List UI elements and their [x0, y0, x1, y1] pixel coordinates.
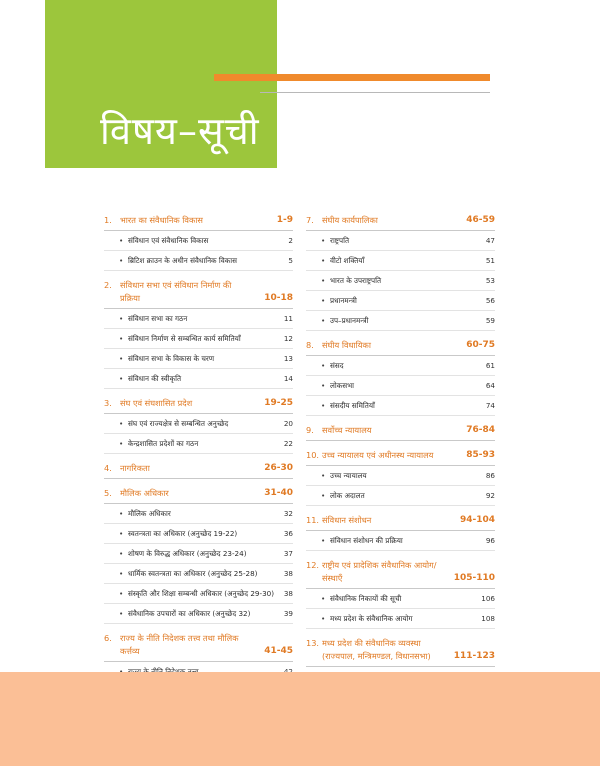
subtopic-item[interactable] — [306, 311, 495, 331]
subtopic-title: संवैधानिक निकायों की सूची — [330, 594, 402, 603]
subtopic-title: मौलिक अधिकार — [128, 509, 171, 518]
subtopic-title: संविधान निर्माण से सम्बन्धित कार्य समितियाँ — [128, 334, 241, 343]
subtopic-page: 108 — [481, 614, 495, 623]
chapter-number: 5. — [104, 488, 112, 498]
subtopic-title: संघ एवं राज्यक्षेत्र से सम्बन्धित अनुच्छेद — [128, 419, 229, 428]
chapter-number: 6. — [104, 633, 112, 643]
subtopic-page: 36 — [283, 529, 293, 538]
subtopic-page: 13 — [283, 354, 293, 363]
bullet-icon: • — [321, 536, 326, 545]
chapter-title: संविधान सभा एवं संविधान निर्माण की प्रक्रिया — [120, 280, 232, 303]
subtopic-page: 39 — [283, 609, 293, 618]
subtopic-title: उच्च न्यायालय — [330, 471, 367, 480]
chapter-number: 9. — [306, 425, 314, 435]
subtopic-item[interactable] — [104, 231, 293, 251]
subtopic-list — [306, 466, 495, 506]
chapter-heading[interactable] — [306, 447, 495, 466]
subtopic-page: 47 — [485, 236, 495, 245]
subtopic-page: 20 — [283, 419, 293, 428]
toc-chapter — [104, 277, 293, 395]
toc-chapter — [306, 422, 495, 447]
chapter-title: उच्च न्यायालय एवं अधीनस्थ न्यायालय — [322, 450, 434, 460]
subtopic-item[interactable] — [104, 434, 293, 454]
chapter-pages: 105-110 — [453, 573, 495, 583]
subtopic-item[interactable] — [104, 329, 293, 349]
subtopic-item[interactable] — [104, 349, 293, 369]
subtopic-item[interactable] — [104, 369, 293, 389]
subtopic-item[interactable] — [306, 486, 495, 506]
chapter-heading[interactable] — [306, 635, 495, 667]
chapter-number: 1. — [104, 215, 112, 225]
subtopic-item[interactable] — [104, 251, 293, 271]
chapter-title: नागरिकता — [120, 463, 150, 473]
bullet-icon: • — [321, 276, 326, 285]
chapter-heading[interactable] — [306, 212, 495, 231]
subtopic-title: स्वतन्त्रता का अधिकार (अनुच्छेद 19-22) — [128, 529, 238, 538]
subtopic-page: 5 — [288, 256, 293, 265]
subtopic-title: भारत के उपराष्ट्रपति — [330, 276, 382, 285]
chapter-pages: 26-30 — [264, 463, 293, 473]
chapter-title: संघीय विधायिका — [322, 340, 371, 350]
toc-chapter — [306, 557, 495, 635]
chapter-pages: 41-45 — [264, 646, 293, 656]
bullet-icon: • — [119, 529, 124, 538]
chapter-number: 13. — [306, 638, 320, 648]
subtopic-item[interactable] — [306, 376, 495, 396]
bullet-icon: • — [119, 354, 124, 363]
subtopic-page: 64 — [485, 381, 495, 390]
toc-left-column — [104, 212, 293, 708]
subtopic-page: 74 — [485, 401, 495, 410]
bullet-icon: • — [119, 419, 124, 428]
bullet-icon: • — [321, 256, 326, 265]
chapter-pages: 85-93 — [466, 450, 495, 460]
subtopic-page: 61 — [485, 361, 495, 370]
chapter-title: मौलिक अधिकार — [120, 488, 169, 498]
subtopic-item[interactable] — [104, 414, 293, 434]
bullet-icon: • — [321, 361, 326, 370]
chapter-number: 3. — [104, 398, 112, 408]
subtopic-page: 38 — [283, 589, 293, 598]
subtopic-title: संसद — [330, 361, 344, 370]
subtopic-item[interactable] — [306, 251, 495, 271]
subtopic-title: राष्ट्रपति — [330, 236, 350, 245]
toc-chapter — [306, 447, 495, 512]
subtopic-page: 92 — [485, 491, 495, 500]
bullet-icon: • — [119, 236, 124, 245]
subtopic-item[interactable] — [306, 589, 495, 609]
chapter-pages: 19-25 — [264, 398, 293, 408]
bullet-icon: • — [321, 381, 326, 390]
subtopic-page: 59 — [485, 316, 495, 325]
toc-chapter — [306, 212, 495, 337]
subtopic-list — [104, 231, 293, 271]
chapter-pages: 10-18 — [264, 293, 293, 303]
page-title: विषय–सूची — [100, 109, 260, 153]
chapter-title: राष्ट्रीय एवं प्रादेशिक संवैधानिक आयोग/संस्थाएँ — [322, 560, 437, 583]
subtopic-list — [306, 356, 495, 416]
chapter-pages: 31-40 — [264, 488, 293, 498]
toc-chapter — [104, 395, 293, 460]
subtopic-item[interactable] — [104, 309, 293, 329]
subtopic-title: मध्य प्रदेश के संवैधानिक आयोग — [330, 614, 413, 623]
chapter-number: 2. — [104, 280, 112, 290]
subtopic-page: 86 — [485, 471, 495, 480]
orange-accent-bar — [214, 74, 490, 81]
subtopic-page: 12 — [283, 334, 293, 343]
subtopic-page: 32 — [283, 509, 293, 518]
subtopic-page: 56 — [485, 296, 495, 305]
subtopic-item[interactable] — [104, 504, 293, 524]
subtopic-title: संविधान सभा के विकास के चरण — [128, 354, 215, 363]
chapter-pages: 111-123 — [453, 651, 495, 661]
bottom-band — [0, 672, 600, 766]
subtopic-item[interactable] — [306, 466, 495, 486]
chapter-number: 8. — [306, 340, 314, 350]
toc-chapter — [306, 512, 495, 557]
chapter-number: 10. — [306, 450, 320, 460]
subtopic-page: 96 — [485, 536, 495, 545]
chapter-heading[interactable] — [104, 485, 293, 504]
bullet-icon: • — [119, 589, 124, 598]
bullet-icon: • — [119, 374, 124, 383]
toc-chapter — [104, 460, 293, 485]
toc-chapter — [306, 337, 495, 422]
bullet-icon: • — [119, 549, 124, 558]
subtopic-title: संविधान एवं संवैधानिक विकास — [128, 236, 209, 245]
toc-chapter — [104, 212, 293, 277]
chapter-heading[interactable] — [104, 460, 293, 479]
chapter-pages: 1-9 — [276, 215, 293, 225]
subtopic-title: लोकसभा — [330, 381, 355, 390]
subtopic-page: 38 — [283, 569, 293, 578]
subtopic-page: 11 — [283, 314, 293, 323]
subtopic-title: प्रधानमन्त्री — [330, 296, 357, 305]
subtopic-item[interactable] — [306, 531, 495, 551]
bullet-icon: • — [119, 334, 124, 343]
subtopic-page: 22 — [283, 439, 293, 448]
subtopic-title: संवैधानिक उपचारों का अधिकार (अनुच्छेद 32) — [128, 609, 251, 618]
subtopic-list — [306, 589, 495, 629]
chapter-heading[interactable] — [306, 337, 495, 356]
chapter-heading[interactable] — [104, 630, 293, 662]
chapter-title: सर्वोच्च न्यायालय — [322, 425, 372, 435]
subtopic-item[interactable] — [306, 231, 495, 251]
subtopic-item[interactable] — [104, 544, 293, 564]
subtopic-page: 37 — [283, 549, 293, 558]
bullet-icon: • — [321, 594, 326, 603]
bullet-icon: • — [119, 569, 124, 578]
chapter-heading[interactable] — [104, 212, 293, 231]
subtopic-list — [104, 504, 293, 624]
chapter-title: मध्य प्रदेश की संवैधानिक व्यवस्था (राज्यपाल, मन्त्रिमण्डल, विधानसभा) — [322, 638, 431, 661]
subtopic-item[interactable] — [104, 564, 293, 584]
bullet-icon: • — [321, 471, 326, 480]
subtopic-title: केन्द्रशासित प्रदेशों का गठन — [128, 439, 199, 448]
subtopic-list — [104, 414, 293, 454]
chapter-pages: 76-84 — [466, 425, 495, 435]
subtopic-item[interactable] — [306, 356, 495, 376]
gray-accent-line — [260, 92, 490, 93]
chapter-heading[interactable] — [104, 277, 293, 309]
subtopic-page: 2 — [288, 236, 293, 245]
chapter-pages: 46-59 — [466, 215, 495, 225]
bullet-icon: • — [321, 491, 326, 500]
chapter-pages: 94-104 — [459, 515, 495, 525]
subtopic-item[interactable] — [104, 524, 293, 544]
bullet-icon: • — [119, 509, 124, 518]
subtopic-page: 53 — [485, 276, 495, 285]
subtopic-item[interactable] — [306, 271, 495, 291]
chapter-number: 4. — [104, 463, 112, 473]
chapter-title: राज्य के नीति निदेशक तत्त्व तथा मौलिक कर्त्तव्य — [120, 633, 239, 656]
subtopic-list — [104, 309, 293, 389]
chapter-heading[interactable] — [306, 557, 495, 589]
subtopic-page: 14 — [283, 374, 293, 383]
chapter-heading[interactable] — [306, 512, 495, 531]
subtopic-item[interactable] — [306, 291, 495, 311]
bullet-icon: • — [119, 439, 124, 448]
subtopic-title: वीटो शक्तियाँ — [330, 256, 365, 265]
subtopic-item[interactable] — [104, 604, 293, 624]
chapter-title: संघ एवं संघशासित प्रदेश — [120, 398, 193, 408]
subtopic-title: संसदीय समितियाँ — [330, 401, 375, 410]
chapter-title: संविधान संशोधन — [322, 515, 372, 525]
subtopic-list — [306, 531, 495, 551]
bullet-icon: • — [119, 256, 124, 265]
subtopic-page: 51 — [485, 256, 495, 265]
bullet-icon: • — [119, 609, 124, 618]
bullet-icon: • — [321, 296, 326, 305]
subtopic-item[interactable] — [104, 584, 293, 604]
subtopic-title: धार्मिक स्वतन्त्रता का अधिकार (अनुच्छेद 25-28) — [128, 569, 258, 578]
chapter-title: संघीय कार्यपालिका — [322, 215, 378, 225]
subtopic-item[interactable] — [306, 396, 495, 416]
chapter-title: भारत का संवैधानिक विकास — [120, 215, 203, 225]
chapter-heading[interactable] — [104, 395, 293, 414]
bullet-icon: • — [321, 316, 326, 325]
toc-chapter — [104, 485, 293, 630]
chapter-number: 12. — [306, 560, 320, 570]
bullet-icon: • — [119, 314, 124, 323]
bullet-icon: • — [321, 614, 326, 623]
subtopic-title: संस्कृति और शिक्षा सम्बन्धी अधिकार (अनुच्छेद 29-30) — [128, 589, 275, 598]
bullet-icon: • — [321, 236, 326, 245]
subtopic-title: संविधान सभा का गठन — [128, 314, 188, 323]
subtopic-title: संविधान संशोधन की प्रक्रिया — [330, 536, 403, 545]
chapter-number: 7. — [306, 215, 314, 225]
subtopic-title: संविधान की स्वीकृति — [128, 374, 182, 383]
subtopic-title: ब्रिटिश क्राउन के अधीन संवैधानिक विकास — [128, 256, 237, 265]
subtopic-title: शोषण के विरुद्ध अधिकार (अनुच्छेद 23-24) — [128, 549, 247, 558]
subtopic-list — [306, 231, 495, 331]
bullet-icon: • — [321, 401, 326, 410]
chapter-heading[interactable] — [306, 422, 495, 441]
subtopic-item[interactable] — [306, 609, 495, 629]
chapter-number: 11. — [306, 515, 320, 525]
subtopic-page: 106 — [481, 594, 495, 603]
chapter-pages: 60-75 — [466, 340, 495, 350]
subtopic-title: लोक अदालत — [330, 491, 365, 500]
subtopic-title: उप–प्रधानमन्त्री — [330, 316, 369, 325]
